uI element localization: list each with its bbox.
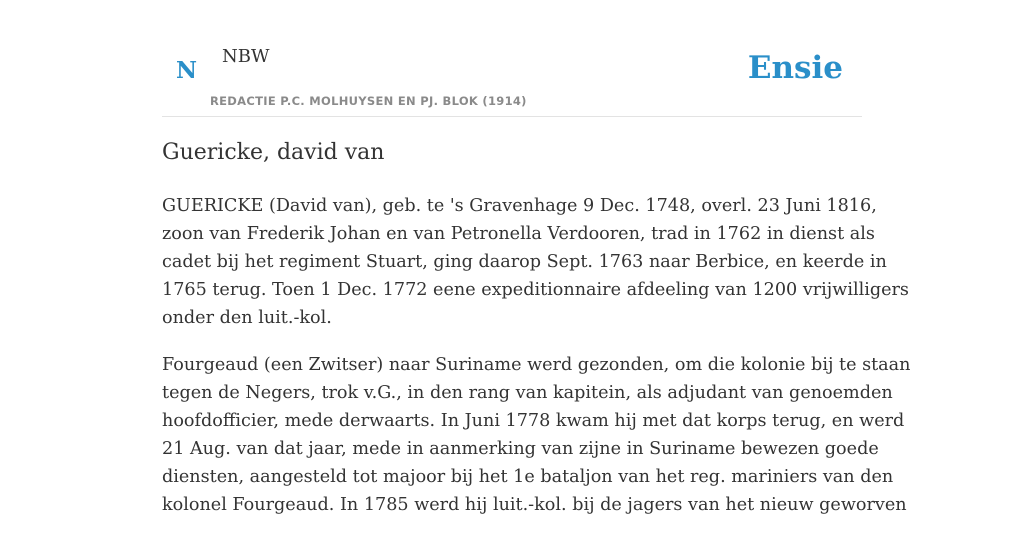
text-line: hoofdofficier, mede derwaarts. In Juni 1778 kwam hij met dat korps terug, en werd: [162, 411, 905, 431]
article-paragraph: [162, 192, 909, 332]
text-line: 21 Aug. van dat jaar, mede in aanmerking van zijne in Suriname bewezen goede: [162, 439, 879, 459]
book-subtitle: REDACTIE P.C. MOLHUYSEN EN PJ. BLOK (1914): [210, 94, 527, 108]
text-line: cadet bij het regiment Stuart, ging daarop Sept. 1763 naar Berbice, en keerde in: [162, 252, 887, 272]
article-paragraph: [162, 351, 911, 519]
text-line: kolonel Fourgeaud. In 1785 werd hij luit.-kol. bij de jagers van het nieuw geworven: [162, 495, 907, 515]
page: [162, 0, 911, 515]
text-line: GUERICKE (David van), geb. te 's Gravenhage 9 Dec. 1748, overl. 23 Juni 1816,: [162, 196, 877, 216]
text-line: tegen de Negers, trok v.G., in den rang van kapitein, als adjudant van genoemden: [162, 383, 893, 403]
text-line: Fourgeaud (een Zwitser) naar Suriname werd gezonden, om die kolonie bij te staan: [162, 355, 911, 375]
text-line: zoon van Frederik Johan en van Petronella Verdooren, trad in 1762 in dienst als: [162, 224, 875, 244]
text-line: 1765 terug. Toen 1 Dec. 1772 eene expeditionnaire afdeeling van 1200 vrijwilligers: [162, 280, 909, 300]
header: [162, 0, 862, 117]
text-line: diensten, aangesteld tot majoor bij het 1e bataljon van het reg. mariniers van den: [162, 467, 894, 487]
book-title-link[interactable]: NBW: [222, 46, 270, 67]
book-logo[interactable]: N: [176, 57, 198, 84]
article-title: Guericke, david van: [162, 140, 385, 165]
ensie-logo-link[interactable]: Ensie: [747, 50, 843, 86]
article-body: [162, 192, 911, 538]
text-line: onder den luit.-kol.: [162, 308, 332, 328]
